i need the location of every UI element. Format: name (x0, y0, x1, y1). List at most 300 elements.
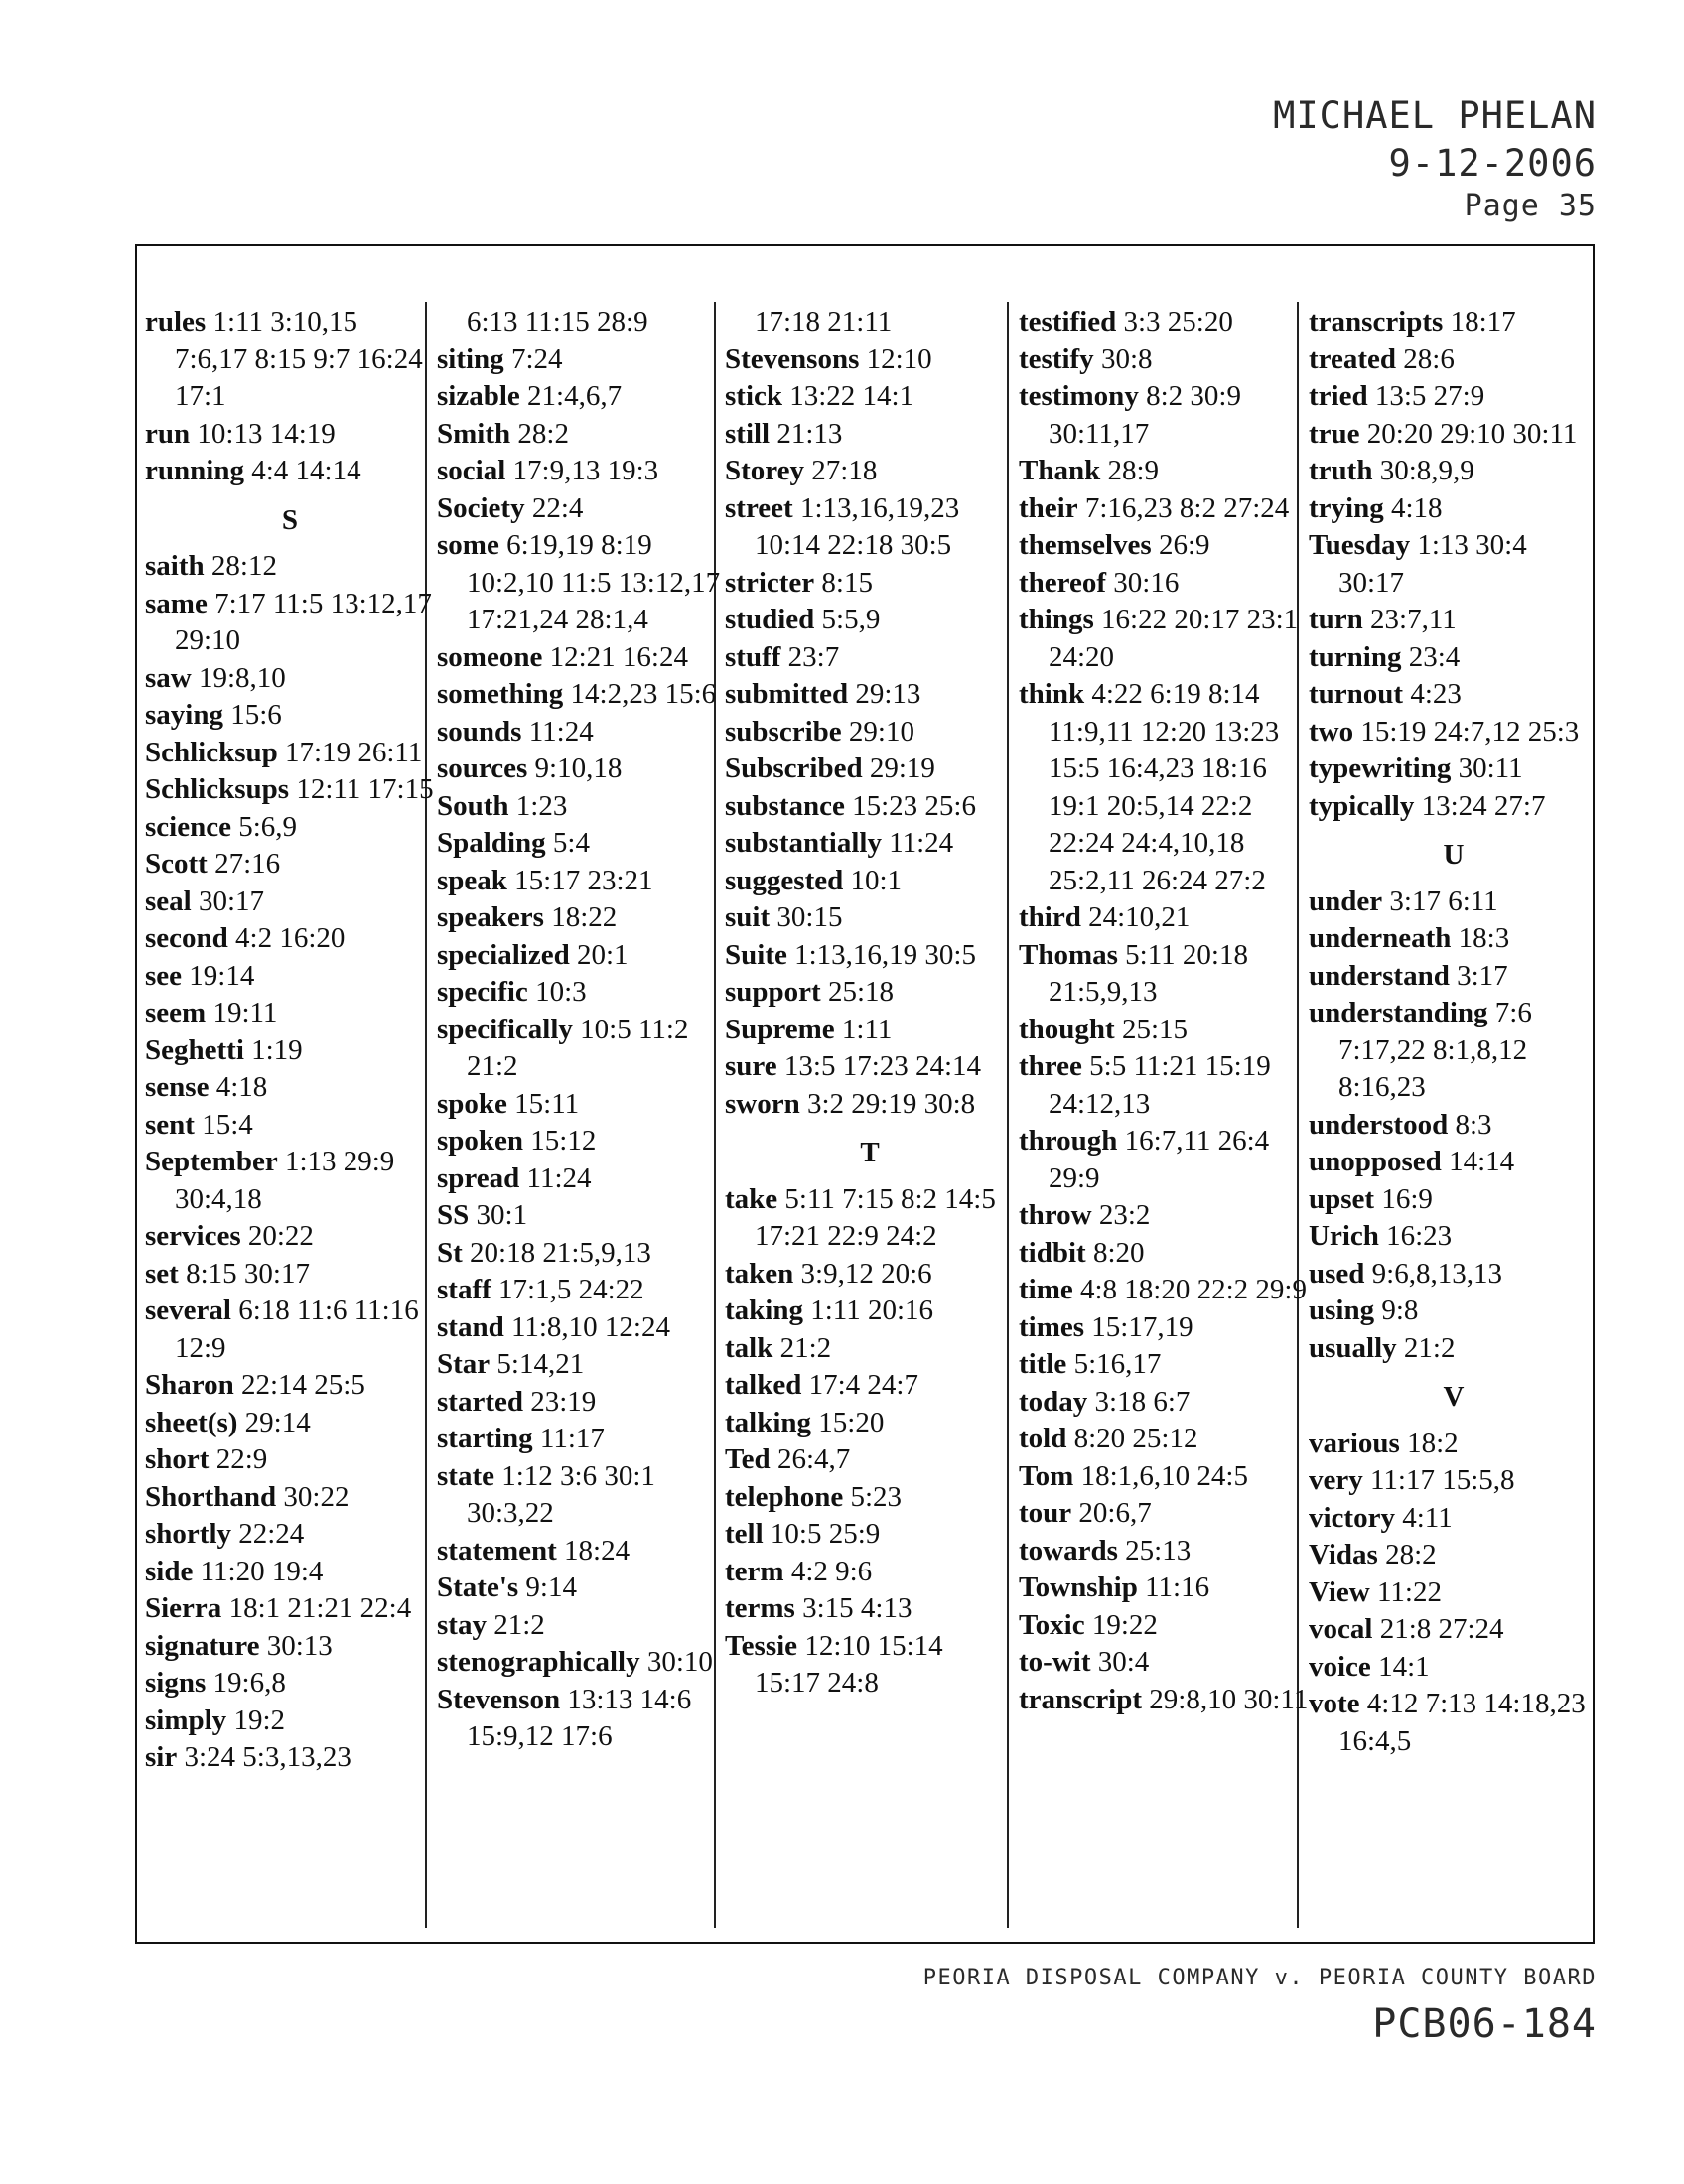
index-refs: 5:5 11:21 15:19 24:12,13 (1049, 1050, 1271, 1120)
index-entry (1309, 884, 1599, 921)
index-term: started (437, 1385, 523, 1418)
index-entry (1019, 1607, 1309, 1645)
index-entry (725, 1628, 1015, 1703)
index-refs: 14:14 (1449, 1146, 1515, 1177)
index-refs: 23:2 (1098, 1199, 1151, 1231)
index-refs: 4:11 (1402, 1501, 1453, 1534)
index-entry (725, 1048, 1015, 1086)
index-term: title (1019, 1348, 1067, 1380)
index-entry (1309, 1611, 1599, 1649)
index-term: sent (145, 1108, 195, 1141)
index-column-4 (1019, 304, 1309, 1718)
index-term: told (1019, 1423, 1067, 1454)
index-entry (1309, 1218, 1599, 1256)
index-refs: 22:9 (215, 1443, 268, 1475)
index-entry (145, 958, 435, 996)
index-refs: 9:6,8,13,13 (1371, 1257, 1502, 1290)
index-refs: 27:16 (214, 848, 281, 880)
index-entry (145, 586, 435, 660)
index-entry (1309, 1107, 1599, 1145)
index-refs: 9:10,18 (534, 752, 623, 784)
index-term: specifically (437, 1013, 573, 1045)
index-refs: 21:2 (1403, 1331, 1456, 1364)
index-term: St (437, 1236, 463, 1269)
index-term: very (1309, 1464, 1363, 1496)
index-entry (145, 1703, 435, 1740)
index-term: siting (437, 342, 504, 375)
index-refs: 28:2 (1385, 1539, 1437, 1570)
index-term: sheet(s) (145, 1406, 238, 1438)
index-entry (437, 453, 727, 490)
index-refs: 18:24 (564, 1534, 631, 1567)
index-term: sure (725, 1050, 777, 1082)
index-refs: 15:11 (514, 1087, 580, 1120)
index-term: spoke (437, 1087, 507, 1120)
index-refs: 18:2 (1407, 1427, 1459, 1459)
index-refs: 18:17 (1450, 306, 1516, 338)
index-refs: 29:14 (244, 1406, 311, 1438)
index-refs: 30:10 (646, 1646, 713, 1678)
index-entry (1309, 995, 1599, 1107)
index-column-2 (437, 304, 727, 1756)
index-term: testify (1019, 342, 1094, 375)
index-refs: 30:4 (1097, 1646, 1150, 1678)
index-entry (1019, 1495, 1309, 1533)
index-term: speakers (437, 901, 544, 933)
index-entry (437, 527, 727, 639)
index-entry (437, 1309, 727, 1347)
index-refs: 21:13 (776, 417, 843, 450)
index-term: through (1019, 1125, 1118, 1157)
index-entry (145, 416, 435, 454)
index-term: science (145, 810, 231, 843)
index-entry (145, 1293, 435, 1367)
index-term: telephone (725, 1480, 844, 1513)
index-entry (1309, 1330, 1599, 1368)
index-entry (145, 846, 435, 884)
index-refs: 20:1 (576, 938, 629, 971)
index-term: turning (1309, 640, 1402, 673)
index-entry (725, 788, 1015, 826)
index-term: tried (1309, 380, 1368, 412)
index-term: Supreme (725, 1013, 835, 1045)
index-refs: 14:2,23 15:6 (570, 678, 717, 710)
index-term: Stevensons (725, 342, 860, 375)
index-entry (1309, 1686, 1599, 1760)
index-term: subscribe (725, 715, 842, 748)
index-entry (437, 863, 727, 900)
index-refs: 16:7,11 26:4 29:9 (1049, 1125, 1270, 1194)
index-refs: 21:4,6,7 (527, 380, 623, 412)
index-refs: 5:11 7:15 8:2 14:5 17:21 22:9 24:2 (755, 1182, 996, 1252)
index-entry (1019, 527, 1309, 565)
index-entry (145, 548, 435, 586)
index-refs: 19:6,8 (212, 1667, 286, 1699)
index-term: tidbit (1019, 1236, 1086, 1269)
index-column-5 (1309, 304, 1599, 1760)
index-refs: 11:17 15:5,8 (1370, 1464, 1515, 1496)
index-entry (1019, 1235, 1309, 1273)
index-term: transcripts (1309, 306, 1444, 338)
index-entry (1309, 714, 1599, 751)
index-term: Schlicksups (145, 773, 290, 805)
index-entry (725, 416, 1015, 454)
index-entry (145, 660, 435, 698)
index-entry (145, 1628, 435, 1666)
index-refs: 7:17 11:5 13:12,17 29:10 (175, 587, 432, 656)
index-refs: 5:23 (850, 1480, 903, 1513)
index-term: stand (437, 1310, 504, 1343)
index-term: still (725, 417, 771, 450)
index-refs: 5:16,17 (1073, 1348, 1162, 1380)
index-entry (437, 1570, 727, 1607)
index-term: starting (437, 1423, 533, 1454)
index-term: vocal (1309, 1613, 1373, 1645)
index-entry (145, 1441, 435, 1479)
index-refs: 4:22 6:19 8:14 11:9,11 12:20 13:23 15:5 16:4,23 18:16 19:1 20:5,14 22:2 22:24 24:4,10,18 25:2,11 26:24 27:2 (1049, 678, 1280, 896)
index-entry (145, 1405, 435, 1442)
index-entry (145, 697, 435, 735)
index-term: two (1309, 715, 1354, 748)
index-entry (1019, 453, 1309, 490)
index-entry (145, 1144, 435, 1218)
index-refs: 22:14 25:5 (240, 1369, 365, 1401)
index-term: side (145, 1555, 194, 1587)
index-term: treated (1309, 342, 1397, 375)
index-entry (437, 751, 727, 788)
index-term: see (145, 959, 183, 992)
index-entry (437, 1086, 727, 1124)
index-refs: 25:13 (1125, 1534, 1192, 1567)
index-refs: 3:18 6:7 (1094, 1385, 1191, 1418)
index-refs: 15:20 (818, 1406, 885, 1438)
index-entry (725, 1293, 1015, 1330)
index-entry (1019, 1197, 1309, 1235)
index-refs: 19:22 (1091, 1608, 1158, 1641)
index-refs: 17:1,5 24:22 (498, 1274, 644, 1305)
index-refs: 11:8,10 12:24 (510, 1310, 670, 1343)
index-entry (437, 639, 727, 677)
index-term: using (1309, 1295, 1375, 1326)
index-refs: 5:14,21 (496, 1348, 585, 1380)
index-term: take (725, 1182, 778, 1215)
index-term: stenographically (437, 1646, 640, 1678)
index-entry (1019, 378, 1309, 453)
index-entry (1019, 1644, 1309, 1682)
index-term: Spalding (437, 827, 546, 859)
index-term: taken (725, 1257, 794, 1290)
index-term: Tessie (725, 1629, 798, 1662)
index-entry (437, 1607, 727, 1645)
index-term: support (725, 976, 821, 1008)
index-entry (1019, 1346, 1309, 1384)
index-term: term (725, 1555, 784, 1587)
index-refs: 1:19 (251, 1033, 303, 1066)
index-entry (725, 1367, 1015, 1405)
index-refs: 12:21 16:24 (549, 640, 688, 673)
index-term: understanding (1309, 997, 1488, 1028)
index-refs: 13:22 14:1 (789, 380, 914, 412)
index-refs: 11:24 (528, 715, 594, 748)
index-refs: 5:6,9 (238, 810, 298, 843)
index-entry (725, 1441, 1015, 1479)
index-term: usually (1309, 1331, 1397, 1364)
index-entry (725, 1256, 1015, 1294)
index-refs: 23:7,11 (1370, 604, 1457, 635)
index-entry (1019, 1309, 1309, 1347)
index-term: true (1309, 417, 1360, 450)
index-term: suggested (725, 864, 844, 896)
index-entry (145, 884, 435, 921)
index-term: Storey (725, 455, 805, 486)
index-entry (1019, 341, 1309, 379)
index-term: time (1019, 1274, 1073, 1305)
index-entry (437, 937, 727, 975)
index-refs: 29:8,10 30:11 (1149, 1683, 1309, 1715)
index-term: Scott (145, 848, 208, 880)
index-refs: 9:14 (525, 1571, 577, 1603)
index-entry (725, 714, 1015, 751)
index-term: speak (437, 864, 507, 896)
index-refs: 1:23 (515, 789, 568, 822)
index-entry (1019, 676, 1309, 899)
index-refs: 21:2 (779, 1331, 832, 1364)
index-entry (437, 1272, 727, 1309)
index-entry (437, 1458, 727, 1533)
index-term: Tom (1019, 1459, 1074, 1492)
index-entry (725, 937, 1015, 975)
index-refs: 3:9,12 20:6 (800, 1257, 932, 1290)
index-entry (1019, 1533, 1309, 1570)
index-refs: 26:9 (1158, 529, 1210, 561)
index-refs: 17:9,13 19:3 (512, 455, 659, 486)
index-refs: 3:2 29:19 30:8 (806, 1087, 976, 1120)
index-refs: 4:2 16:20 (235, 922, 346, 954)
index-term: some (437, 529, 499, 561)
index-term: sir (145, 1741, 178, 1773)
index-term: typewriting (1309, 752, 1452, 784)
index-refs: 15:19 24:7,12 25:3 (1360, 715, 1580, 748)
index-entry (437, 1533, 727, 1570)
index-term: sense (145, 1071, 210, 1103)
index-entry (145, 1256, 435, 1294)
index-refs: 7:6 7:17,22 8:1,8,12 8:16,23 (1338, 997, 1532, 1103)
index-entry (145, 1554, 435, 1591)
index-term: Sharon (145, 1369, 234, 1401)
index-entry (437, 1346, 727, 1384)
index-entry (437, 416, 727, 454)
index-entry (1309, 416, 1599, 454)
index-term: running (145, 455, 244, 486)
index-entry (145, 1590, 435, 1628)
index-refs: 4:8 18:20 22:2 29:9 (1080, 1274, 1307, 1305)
index-entry (1309, 602, 1599, 639)
index-entry (145, 735, 435, 772)
index-refs: 29:10 (848, 715, 914, 748)
index-term: studied (725, 604, 815, 635)
index-entry (145, 1218, 435, 1256)
index-term: used (1309, 1257, 1365, 1290)
index-entry (437, 1682, 727, 1756)
index-entry (725, 602, 1015, 639)
index-term: someone (437, 640, 543, 673)
index-refs: 25:18 (827, 976, 895, 1008)
index-refs: 8:3 (1455, 1108, 1492, 1141)
index-refs: 17:19 26:11 (285, 736, 423, 768)
index-entry (1309, 1500, 1599, 1538)
index-term: rules (145, 306, 207, 338)
index-term: substance (725, 789, 845, 822)
index-term: state (437, 1459, 494, 1492)
index-term: thereof (1019, 566, 1107, 599)
index-refs: 11:16 (1145, 1571, 1210, 1603)
index-term: signs (145, 1667, 207, 1699)
index-entry (725, 453, 1015, 490)
index-refs: 20:18 21:5,9,13 (470, 1236, 651, 1269)
index-entry (725, 751, 1015, 788)
index-term: Seghetti (145, 1033, 244, 1066)
index-entry (145, 1479, 435, 1517)
index-entry (1019, 1421, 1309, 1458)
index-entry (437, 974, 727, 1012)
index-term: Ted (725, 1443, 771, 1475)
index-entry (145, 1516, 435, 1554)
index-term: Township (1019, 1571, 1138, 1603)
index-term: specific (437, 976, 528, 1008)
index-refs: 11:20 19:4 (200, 1555, 324, 1587)
index-refs: 30:1 (476, 1199, 528, 1231)
index-refs: 18:22 (551, 901, 618, 933)
index-refs: 20:20 29:10 30:11 (1366, 417, 1578, 450)
index-term: stick (725, 380, 782, 412)
index-term: upset (1309, 1182, 1375, 1215)
index-term: turnout (1309, 678, 1404, 710)
index-refs: 1:13,16,19 30:5 (794, 938, 976, 971)
index-entry (725, 1405, 1015, 1442)
index-term: times (1019, 1310, 1085, 1343)
index-refs: 1:11 3:10,15 7:6,17 8:15 9:7 16:24 17:1 (175, 306, 423, 412)
index-refs: 24:10,21 (1088, 901, 1191, 933)
index-refs: 8:15 (821, 566, 873, 599)
index-entry (1309, 920, 1599, 958)
index-refs: 17:18 21:11 (755, 306, 893, 338)
index-entry (1019, 937, 1309, 1012)
index-term: SS (437, 1199, 470, 1231)
index-refs: 30:15 (776, 901, 843, 933)
index-refs: 19:11 (212, 997, 278, 1028)
index-entry (1309, 304, 1599, 341)
index-refs: 15:23 25:6 (852, 789, 976, 822)
index-term: themselves (1019, 529, 1152, 561)
index-entry (725, 899, 1015, 937)
index-entry (1019, 304, 1309, 341)
case-caption: PEORIA DISPOSAL COMPANY v. PEORIA COUNTY BOARD (922, 1966, 1597, 1990)
index-refs: 25:15 (1121, 1013, 1189, 1045)
index-term: sources (437, 752, 528, 784)
index-term: understand (1309, 959, 1450, 992)
index-term: three (1019, 1050, 1082, 1082)
index-term: services (145, 1220, 241, 1252)
index-term: understood (1309, 1108, 1449, 1141)
index-entry (437, 1123, 727, 1160)
index-term: talk (725, 1331, 773, 1364)
index-refs: 29:19 (869, 752, 935, 784)
index-refs: 8:20 25:12 (1073, 1423, 1198, 1454)
index-refs: 28:6 (1403, 342, 1455, 375)
index-entry (725, 825, 1015, 863)
index-entry (437, 899, 727, 937)
index-term: several (145, 1295, 231, 1326)
index-refs: 13:5 17:23 24:14 (783, 1050, 982, 1082)
index-entry (1019, 1048, 1309, 1123)
index-term: seal (145, 885, 192, 917)
section-letter: T (860, 1137, 880, 1168)
index-refs: 21:2 (493, 1608, 545, 1641)
index-entry (1309, 1426, 1599, 1463)
index-refs: 4:4 14:14 (251, 455, 361, 486)
index-refs: 4:23 (1410, 678, 1462, 710)
index-refs: 23:4 (1408, 640, 1461, 673)
index-entry (145, 1032, 435, 1070)
index-refs: 10:13 14:19 (197, 417, 336, 450)
index-term: typically (1309, 789, 1415, 822)
section-letter: U (1443, 839, 1465, 871)
index-term: Star (437, 1348, 491, 1380)
index-term: suit (725, 901, 771, 933)
index-entry (725, 565, 1015, 603)
index-refs: 8:20 (1092, 1236, 1145, 1269)
index-term: Subscribed (725, 752, 863, 784)
index-term: Society (437, 491, 525, 524)
index-term: think (1019, 678, 1085, 710)
index-entry (725, 1554, 1015, 1591)
index-term: tour (1019, 1497, 1072, 1529)
index-entry (725, 1330, 1015, 1368)
index-entry (725, 1012, 1015, 1049)
deposition-date: 9-12-2006 (1388, 142, 1597, 185)
index-entry (1019, 1458, 1309, 1496)
index-term: Sierra (145, 1592, 222, 1624)
index-term: Vidas (1309, 1539, 1378, 1570)
index-entry (1309, 1144, 1599, 1181)
index-term: testimony (1019, 380, 1139, 412)
index-term: set (145, 1257, 179, 1290)
index-refs: 18:1 21:21 22:4 (228, 1592, 412, 1624)
index-refs: 6:19,19 8:19 10:2,10 11:5 13:12,17 17:21,24 28:1,4 (467, 529, 721, 635)
index-entry (145, 920, 435, 958)
index-refs: 27:18 (811, 455, 878, 486)
index-refs: 30:8,9,9 (1379, 455, 1474, 486)
index-refs: 13:24 27:7 (1421, 789, 1546, 822)
index-term: thought (1019, 1013, 1115, 1045)
index-refs: 10:1 (850, 864, 903, 896)
index-refs: 30:17 (198, 885, 265, 917)
index-refs: 1:13,16,19,23 10:14 22:18 30:5 (755, 491, 960, 561)
index-term: towards (1019, 1534, 1118, 1567)
index-term: third (1019, 901, 1081, 933)
index-refs: 5:11 20:18 21:5,9,13 (1049, 938, 1248, 1008)
index-refs: 3:17 6:11 (1389, 885, 1498, 917)
index-box (135, 244, 1595, 1944)
index-entry (725, 1181, 1015, 1256)
index-term: under (1309, 885, 1383, 917)
index-entry (437, 1012, 727, 1086)
index-entry (437, 1384, 727, 1422)
index-entry (725, 1086, 1015, 1124)
index-term: trying (1309, 491, 1384, 524)
index-entry (437, 788, 727, 826)
index-entry (725, 863, 1015, 900)
